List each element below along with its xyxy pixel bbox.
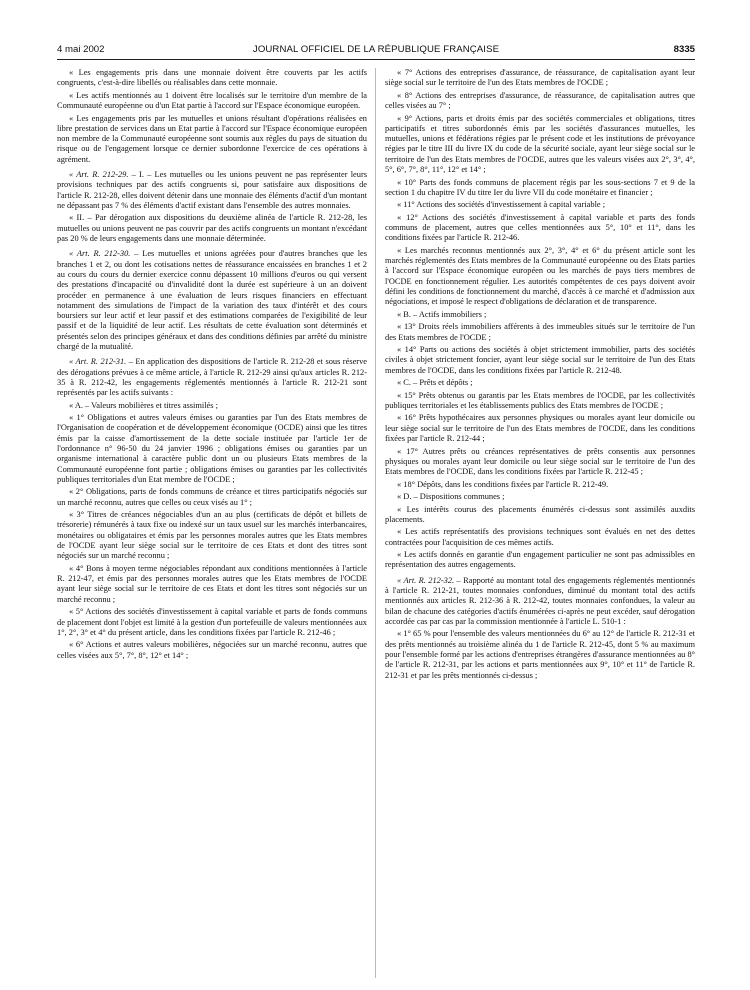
paragraph: [57, 213, 367, 244]
paragraph-text: « 16° Prêts hypothécaires aux personnes physiques ou morales ayant leur domicile ou leur siège social sur le territoire de l'un des Etats membres de l'OCDE, dans les conditions fixées par l'article R. 212-44 ;: [385, 413, 695, 444]
paragraph: [385, 322, 695, 343]
paragraph: [385, 378, 695, 388]
text-columns: [57, 68, 695, 978]
paragraph: [385, 629, 695, 680]
paragraph-text: « 18° Dépôts, dans les conditions fixées par l'article R. 212-49.: [397, 479, 609, 489]
paragraph-text: « 14° Parts ou actions des sociétés à objet strictement immobilier, parts des sociétés civiles à objet strictement foncier, ayant leur siège social sur le territoire de l'un des Etats membres de l'OCDE, dans les conditions fixées par l'article R. 212-48.: [385, 345, 695, 375]
paragraph: [385, 527, 695, 548]
paragraph: [385, 68, 695, 89]
paragraph-text: « Les actifs donnés en garantie d'un engagement particulier ne sont pas admissibles en représentation des autres engagements.: [385, 550, 695, 570]
paragraph-text: « II. – Par dérogation aux dispositions du deuxième alinéa de l'article R. 212-28, les mutuelles ou unions peuvent ne pas couvrir par des actifs congruents un montant n'excédant pas 20 % de leurs engagements dans une monnaie déterminée.: [57, 213, 367, 244]
paragraph: [57, 564, 367, 605]
paragraph: [385, 345, 695, 376]
paragraph: [57, 249, 367, 352]
paragraph-text: « C. – Prêts et dépôts ;: [397, 378, 473, 388]
paragraph-text: « 7° Actions des entreprises d'assurance, de réassurance, de capitalisation ayant leur siège social sur le territoire de l'un des Etats membres de l'OCDE ;: [385, 68, 695, 88]
paragraph-text: « 13° Droits réels immobiliers afférents à des immeubles situés sur le territoire de l'un des Etats membres de l'OCDE ;: [385, 322, 695, 342]
paragraph: [57, 68, 367, 89]
article-reference: « Art. R. 212-30.: [69, 249, 131, 259]
paragraph-text: « 12° Actions des sociétés d'investissement à capital variable et parts des fonds communs de placement, autres que celles mentionnées aux 5°, 10° et 11°, dans les conditions fixées par l'article R. 212-46.: [385, 212, 695, 243]
paragraph: [57, 357, 367, 398]
paragraph: [385, 447, 695, 478]
paragraph-text: « Les intérêts courus des placements énumérés ci-dessus sont assimilés auxdits placements.: [385, 504, 695, 524]
paragraph: [57, 401, 367, 411]
paragraph: [385, 200, 695, 210]
column-divider: [375, 68, 376, 978]
paragraph: [385, 576, 695, 627]
paragraph-text: « 17° Autres prêts ou créances représentatives de prêts consentis aux personnes physiques ou morales ayant leur domicile ou leur siège social sur le territoire de l'un des Etats membres de l'OCDE, dans les conditions fixées par l'article R. 212-45 ;: [385, 446, 695, 477]
paragraph-text: – Les mutuelles et unions agréées pour d'autres branches que les branches 1 et 2, ou dont les cotisations nettes de réassurance encaissées en branches 1 et 2 au cours du cours du dernier exercice connu dépassent 10 millions d'euros ou qui versent des prestations d'incapacité ou d'invalidité dont la durée est supérieure à un an doivent procéder en permanence à une évaluation de leurs risques financiers en effectuant notamment des simulations de l'impact de la variation des taux d'intérêt et des cours boursiers sur leur actif et leur passif et des estimations comparées de l'exigibilité de leur passif et de la liquidité de leur actif. Les résultats de cette évaluation sont déterminés et présentés selon des principes généraux et dans des conditions définies par arrêté du ministre chargé de la mutualité.: [57, 249, 367, 351]
paragraph: [385, 480, 695, 490]
paragraph: [385, 114, 695, 176]
paragraph-text: « 9° Actions, parts et droits émis par des sociétés commerciales et obligations, titres participatifs et titres subordonnés émis par les sociétés d'assurances mutuelles, les mutuelles, unions et fédérations régies par le présent code et les institutions de prévoyance régies par le titre III du livre IX du code de la sécurité sociale, ayant leur siège social sur le territoire de l'un des Etats membres de l'OCDE, autres que les valeurs visées aux 2°, 3°, 4°, 5°, 6°, 7°, 8°, 11°, 12° et 14° ;: [385, 113, 695, 175]
paragraph: [385, 550, 695, 571]
paragraph-text: « B. – Actifs immobiliers ;: [397, 309, 487, 319]
header-rule: [57, 59, 695, 60]
left-column: [57, 68, 367, 978]
paragraph: [57, 607, 367, 638]
paragraph: [57, 640, 367, 661]
paragraph: [385, 505, 695, 526]
paragraph: [385, 391, 695, 412]
paragraph: [57, 170, 367, 211]
paragraph: [57, 413, 367, 485]
paragraph: [385, 213, 695, 244]
paragraph: [57, 91, 367, 112]
paragraph-text: « Les marchés reconnus mentionnés aux 2°, 3°, 4° et 6° du présent article sont les marchés réglementés des Etats membres de la Communauté européenne ou des Etats parties à l'accord sur l'Espace économique européen ou les marchés de pays tiers membres de l'OCDE en fonctionnement régulier. Les autorités compétentes de ces pays doivent avoir défini les conditions de fonctionnement du marché, d'accès à ce marché et d'admission aux négociations, et imposé le respect d'obligations de déclaration et de transparence.: [385, 245, 695, 307]
paragraph-text: « 5° Actions des sociétés d'investissement à capital variable et parts de fonds communs de placement dont l'objet est limité à la gestion d'un portefeuille de valeurs mentionnées aux 1°, 2°, 3° et 4° du présent article, dans les conditions fixées par l'article R. 212-46 ;: [57, 607, 367, 637]
paragraph-text: « 3° Titres de créances négociables d'un an au plus (certificats de dépôt et billets de trésorerie) rémunérés à taux fixe ou indexé sur un taux usuel sur les marchés interbancaires, monétaires ou obligataires et émis par les personnes morales autres que les Etats membres de l'OCDE ayant leur siège social sur le territoire de ces Etats et dont des titres sont négociés sur un marché reconnu ;: [57, 510, 367, 561]
paragraph-text: « Les engagements pris dans une monnaie doivent être couverts par les actifs congruents, c'est-à-dire libellés ou réalisables dans cette monnaie.: [57, 68, 367, 88]
paragraph-text: « 10° Parts des fonds communs de placement régis par les sous-sections 7 et 9 de la section 1 du chapitre IV du titre Ier du livre VII du code monétaire et financier ;: [385, 177, 695, 197]
right-column: [385, 68, 695, 978]
paragraph: [57, 114, 367, 165]
paragraph-text: – En application des dispositions de l'article R. 212-28 et sous réserve des dérogations prévues à ce même article, à l'article R. 212-29 ainsi qu'aux articles R. 212-35 à R. 212-42, les engagements réglementés mentionnés à l'article R. 212-21 sont représentés par les actifs suivants :: [57, 357, 367, 398]
article-reference: « Art. R. 212-31.: [69, 357, 127, 367]
paragraph-text: « 15° Prêts obtenus ou garantis par les Etats membres de l'OCDE, par les collectivités publiques territoriales et les établissements publics des Etats membres de l'OCDE ;: [385, 390, 695, 410]
paragraph-text: « 1° 65 % pour l'ensemble des valeurs mentionnées du 6° au 12° de l'article R. 212-31 et des prêts mentionnés au troisième alinéa du 1 de l'article R. 212-45, dont 5 % au maximum pour l'ensemble formé par les actions d'entreprises étrangères d'assurance mentionnées au 8° de l'article R. 212-31, par les actions et parts mentionnées aux 9°, 10° et 11° de l'article R. 212-31 et par les prêts mentionnés ci-dessus ;: [385, 629, 695, 680]
paragraph: [57, 487, 367, 508]
article-reference: « Art. R. 212-32.: [397, 575, 455, 585]
paragraph: [385, 492, 695, 502]
paragraph-text: « 11° Actions des sociétés d'investissement à capital variable ;: [397, 200, 606, 210]
header-date: 4 mai 2002: [57, 44, 105, 55]
paragraph-text: « Les actifs représentatifs des provisions techniques sont évalués en net des dettes contractées pour l'acquisition de ces mêmes actifs.: [385, 527, 695, 547]
paragraph-text: « 2° Obligations, parts de fonds communs de créance et titres participatifs négociés sur un marché reconnu, autres que celles ou ceux visés au 1° ;: [57, 487, 367, 507]
paragraph: [385, 178, 695, 199]
paragraph: [385, 413, 695, 444]
paragraph-text: « A. – Valeurs mobilières et titres assimilés ;: [69, 400, 218, 410]
paragraph-text: « 1° Obligations et autres valeurs émises ou garanties par l'un des Etats membres de l'Organisation de coopération et de développement économique (OCDE) ainsi que les titres émis par la caisse d'amortissement de la dette sociale instituée par l'article 1er de l'ordonnance n° 96-50 du 24 janvier 1996 ; obligations émises ou garanties par un organisme international à caractère public dont un ou plusieurs Etats membres de la Communauté européenne font partie ; obligations émises ou garanties par les collectivités publiques territoriales d'un Etat membre de l'OCDE ;: [57, 413, 367, 484]
paragraph-text: « D. – Dispositions communes ;: [397, 492, 505, 502]
paragraph: [385, 246, 695, 308]
paragraph-text: « Les engagements pris par les mutuelles et unions résultant d'opérations réalisées en libre prestation de services dans un Etat partie à l'accord sur l'Espace économique européen non membre de la Communauté européenne sont soumis aux règles du pays de situation du risque ou de l'engagement lorsque ce dernier subordonne l'exercice de ces opérations à agrément.: [57, 113, 367, 164]
paragraph: [385, 310, 695, 320]
header-page-number: 8335: [673, 44, 695, 55]
paragraph-text: « 4° Bons à moyen terme négociables répondant aux conditions mentionnées à l'article R. 212-47, et émis par des personnes morales autres que les Etats membres de l'OCDE ayant leur siège social sur le territoire de ces Etats et dont les titres sont négociés sur un marché reconnu ;: [57, 563, 367, 604]
article-reference: « Art. R. 212-29.: [69, 170, 129, 180]
paragraph-text: « 8° Actions des entreprises d'assurance, de réassurance, de capitalisation autres que celles visées au 7° ;: [385, 90, 695, 111]
header-title: JOURNAL OFFICIEL DE LA RÉPUBLIQUE FRANÇAISE: [252, 44, 500, 55]
paragraph-text: – Rapporté au montant total des engagements réglementés mentionnés à l'article R. 212-21, toutes monnaies confondues, diminué du montant total des actifs mentionnés aux articles R. 212-36 à R. 212-42, toutes monnaies confondues, la valeur au bilan de chacune des catégories d'actifs énumérées ci-après ne peut excéder, sauf dérogation accordée cas par cas par la commission mentionnée à l'article L. 510-1 :: [385, 575, 695, 626]
paragraph: [385, 91, 695, 112]
paragraph-text: « 6° Actions et autres valeurs mobilières, négociées sur un marché reconnu, autres que celles visées aux 5°, 7°, 8°, 12° et 14° ;: [57, 640, 367, 660]
paragraph: [57, 510, 367, 561]
paragraph-text: – I. – Les mutuelles ou les unions peuvent ne pas représenter leurs provisions techniques par des actifs congruents si, pour satisfaire aux dispositions de l'article R. 212-28, elles doivent détenir dans une monnaie des éléments d'actif d'un montant ne dépassant pas 7 % des éléments d'actif existant dans l'ensemble des autres monnaies.: [57, 170, 367, 210]
page-header: [57, 44, 695, 58]
paragraph-text: « Les actifs mentionnés au 1 doivent être localisés sur le territoire d'un membre de la Communauté européenne ou d'un Etat partie à l'accord sur l'Espace économique européen.: [57, 90, 367, 111]
